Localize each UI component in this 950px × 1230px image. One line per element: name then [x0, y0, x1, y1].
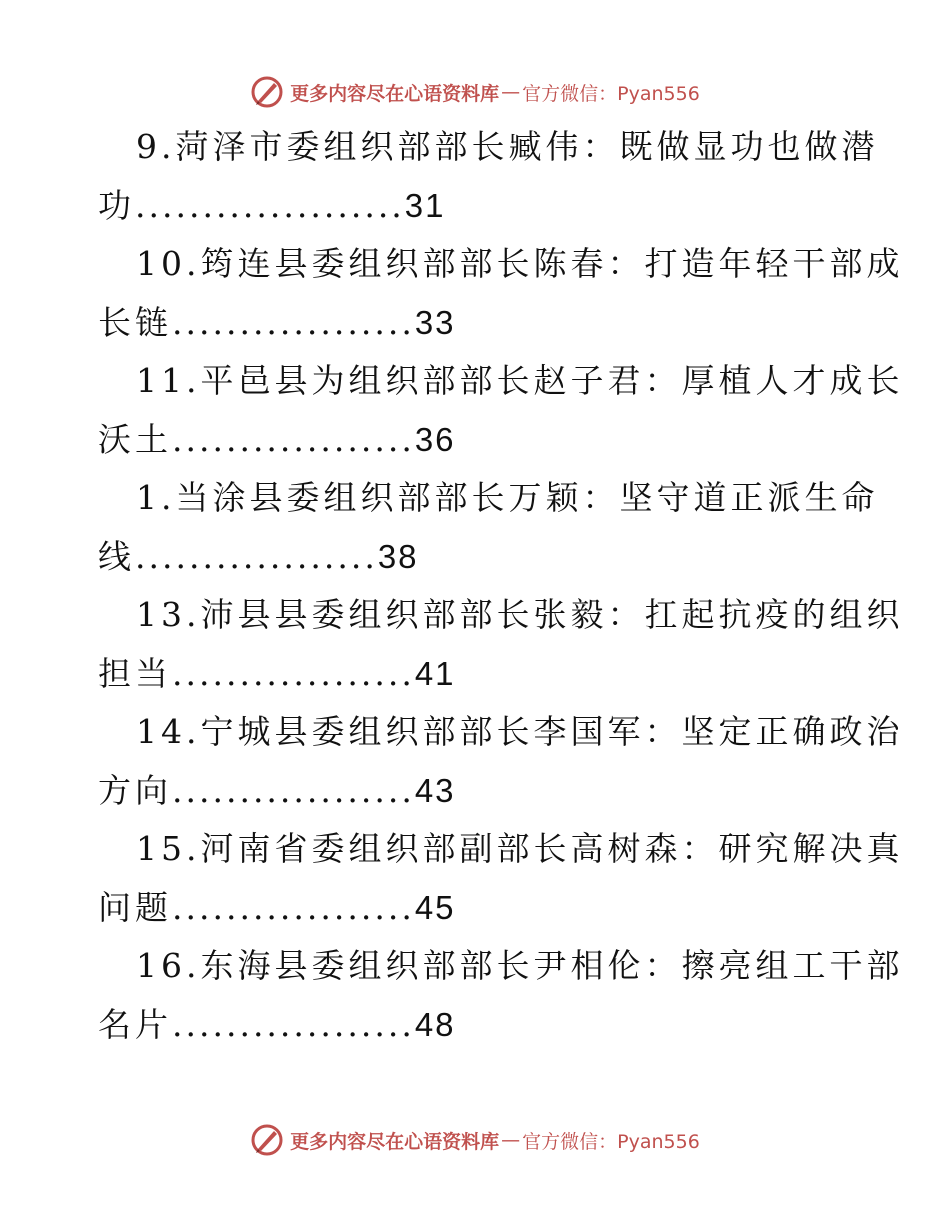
footer-watermark	[0, 1120, 950, 1160]
toc-entry-title: 10.筠连县委组织部部长陈春：打造年轻干部成	[136, 244, 904, 283]
header-watermark	[0, 72, 950, 112]
pen-logo-icon	[250, 1123, 284, 1157]
toc-entry-title: 9.菏泽市委组织部部长臧伟：既做显功也做潜	[136, 127, 879, 166]
toc-entry-title: 1.当涂县委组织部部长万颖：坚守道正派生命	[136, 478, 879, 517]
toc-leader-dots: ..................	[135, 536, 378, 576]
toc-entry-title: 15.河南省委组织部副部长高树森：研究解决真	[136, 829, 904, 868]
toc-page-number: 41	[414, 654, 456, 692]
toc-entry[interactable]	[98, 469, 879, 586]
toc-page-number: 38	[377, 537, 419, 575]
toc-entry-title-cont: 担当	[98, 653, 172, 693]
toc-entry-title-cont: 方向	[98, 770, 172, 810]
toc-entry-title-cont: 功	[98, 185, 135, 225]
toc-leader-dots: ..................	[172, 770, 415, 810]
watermark-wechat: 官方微信：Pyan556	[522, 82, 700, 105]
toc-page-number: 43	[414, 771, 456, 809]
toc-entry[interactable]	[98, 586, 904, 703]
toc-leader-dots: ..................	[172, 1004, 415, 1044]
toc-leader-dots: ..................	[172, 653, 415, 693]
watermark-separator: —	[501, 1129, 521, 1151]
toc-leader-dots: ..................	[172, 887, 415, 927]
toc-page-number: 36	[414, 420, 456, 458]
toc-entry-title-cont: 沃土	[98, 419, 172, 459]
toc-entry-title-cont: 名片	[98, 1004, 172, 1044]
toc-page-number: 48	[414, 1005, 456, 1043]
toc-leader-dots: ..................	[172, 419, 415, 459]
toc-page-number: 45	[414, 888, 456, 926]
toc-entry[interactable]	[98, 937, 904, 1054]
toc-entry[interactable]	[98, 352, 904, 469]
pen-logo-icon	[250, 75, 284, 109]
toc-leader-dots: ....................	[135, 185, 405, 225]
toc-entry-title-cont: 线	[98, 536, 135, 576]
toc-entry[interactable]	[98, 703, 904, 820]
toc-page-number: 31	[404, 186, 446, 224]
toc-entry-title: 16.东海县委组织部部长尹相伦：擦亮组工干部	[136, 946, 904, 985]
toc-entry-title-cont: 问题	[98, 887, 172, 927]
toc-entry-title: 11.平邑县为组织部部长赵子君：厚植人才成长	[136, 361, 904, 400]
toc-leader-dots: ..................	[172, 302, 415, 342]
toc-entry-title: 14.宁城县委组织部部长李国军：坚定正确政治	[136, 712, 904, 751]
watermark-brand: 更多内容尽在心语资料库	[290, 82, 500, 105]
watermark-wechat: 官方微信：Pyan556	[522, 1130, 700, 1153]
toc-entry[interactable]	[98, 118, 879, 235]
toc-entry[interactable]	[98, 235, 904, 352]
toc-entry-title: 13.沛县县委组织部部长张毅：扛起抗疫的组织	[136, 595, 904, 634]
watermark-separator: —	[501, 81, 521, 103]
toc-page-number: 33	[414, 303, 456, 341]
toc-entry-title-cont: 长链	[98, 302, 172, 342]
table-of-contents	[98, 118, 904, 1054]
toc-entry[interactable]	[98, 820, 904, 937]
watermark-brand: 更多内容尽在心语资料库	[290, 1130, 500, 1153]
